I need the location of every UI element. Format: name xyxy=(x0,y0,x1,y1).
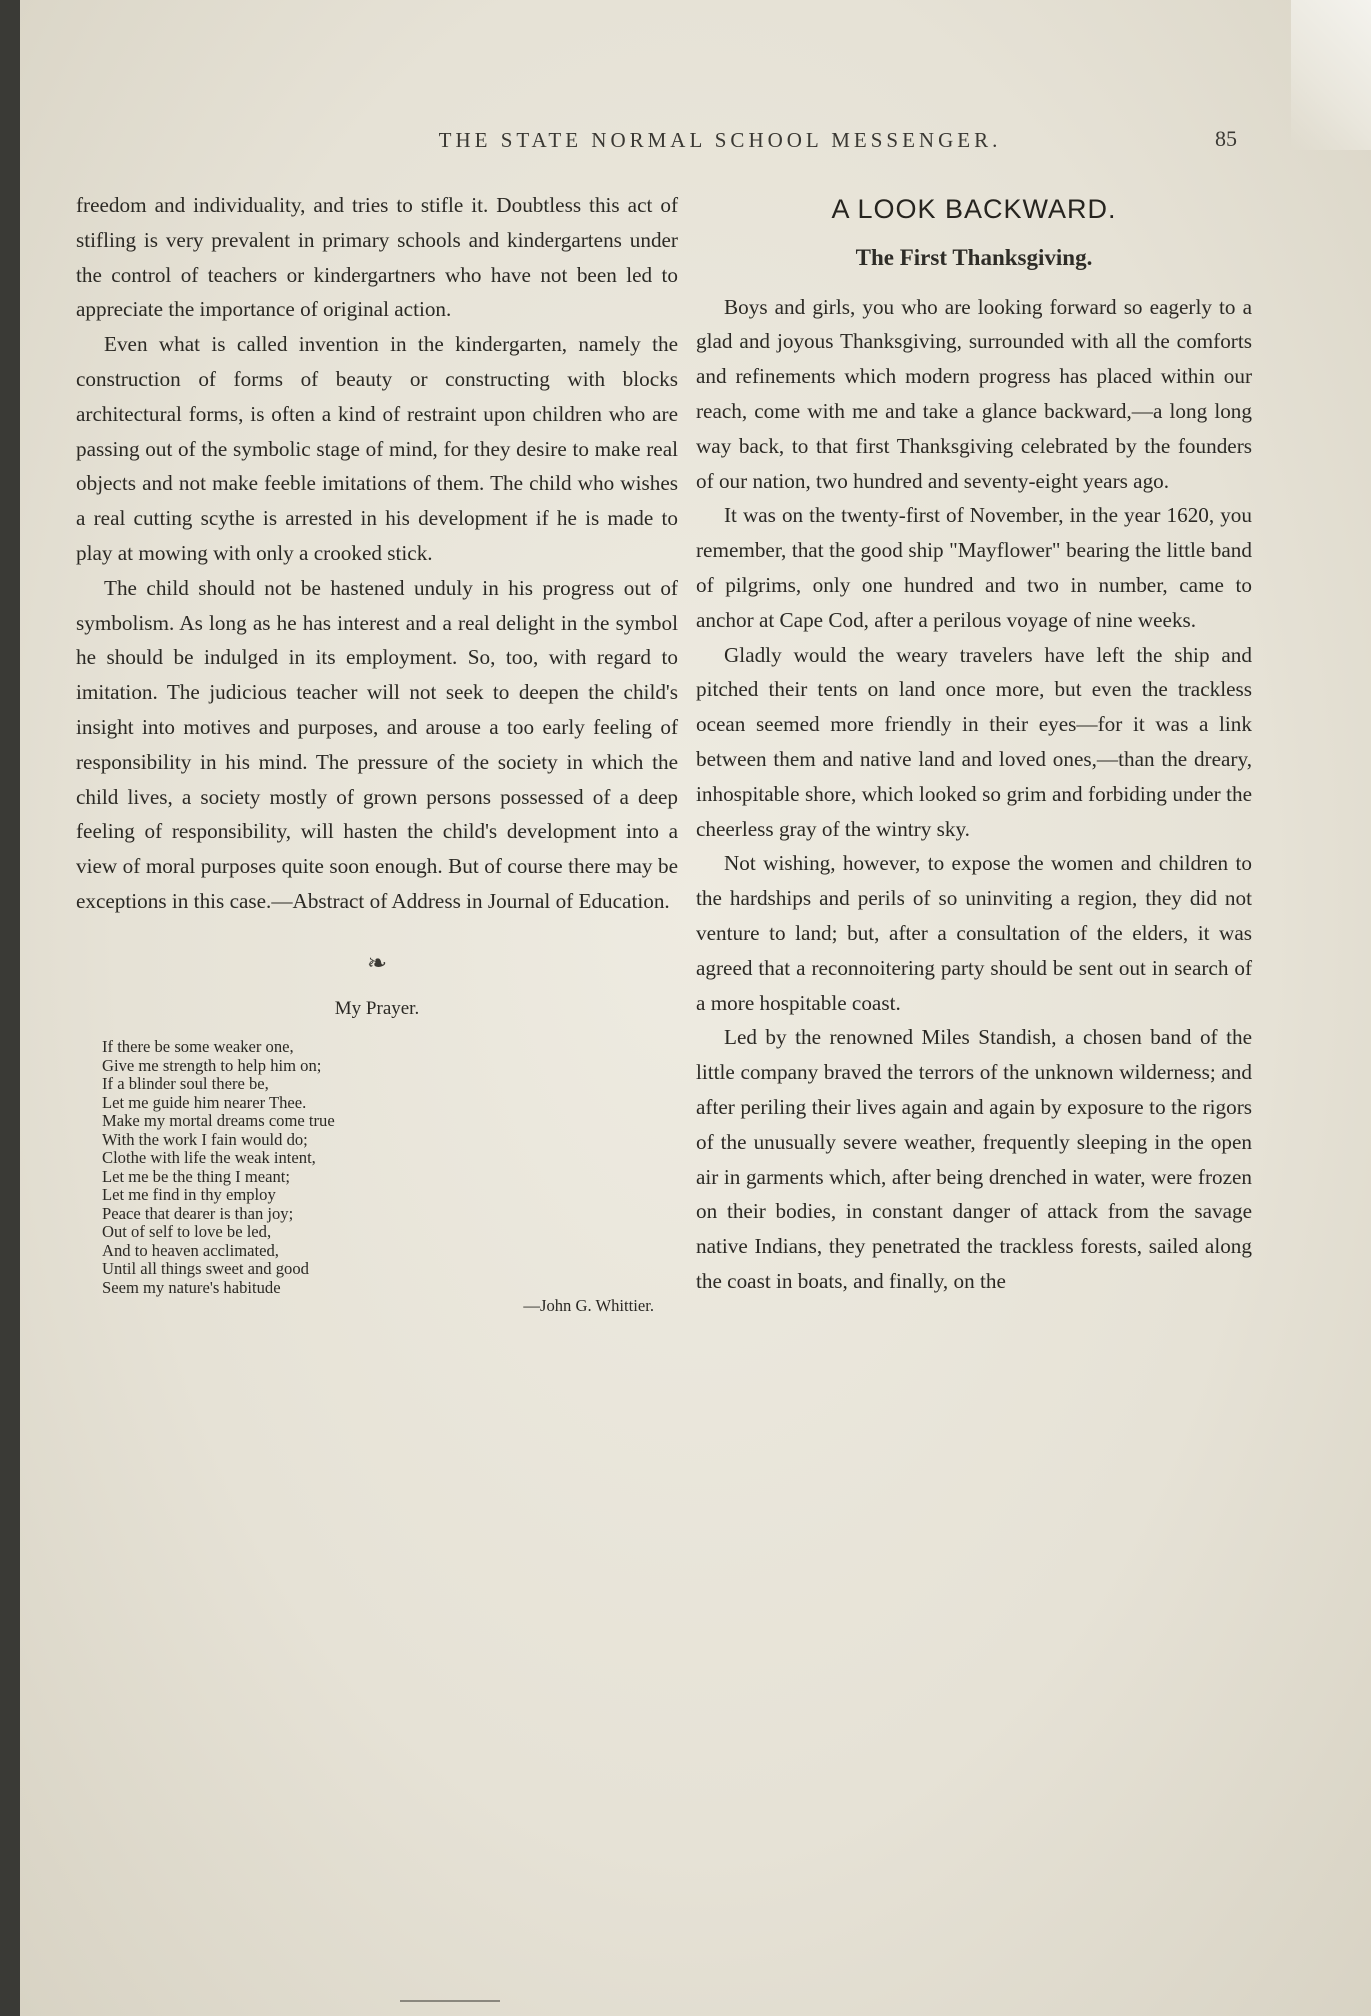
paragraph: Even what is called invention in the kindergarten, namely the construction of forms of beauty or constructing with blocks architectural forms, is often a kind of restraint upon children who are passing out of the symbolic stage of mind, for they desire to make real objects and not make feeble imitations of them. The child who wishes a real cutting scythe is arrested in his development if he is made to play at mowing with only a crooked stick. xyxy=(76,332,678,565)
poem-line: Clothe with life the weak intent, xyxy=(102,1148,316,1168)
poem-line: With the work I fain would do; xyxy=(102,1129,308,1149)
running-head: THE STATE NORMAL SCHOOL MESSENGER. xyxy=(438,128,1002,152)
right-column xyxy=(696,190,1252,1299)
poem-line: Make my mortal dreams come true xyxy=(102,1111,335,1131)
poem-line: Seem my nature's habitude xyxy=(102,1277,281,1297)
paragraph: Led by the renowned Miles Standish, a chosen band of the little company braved the terrors of the unknown wilderness; and after periling their lives again and again by exposure to the rigors of the unusually severe weather, frequently sleeping in the open air in garments which, after being drenched in water, were frozen on their bodies, in constant danger of attack from the savage native Indians, they penetrated the trackless forests, sailed along the coast in boats, and finally, on the xyxy=(696,1025,1252,1293)
poem-attribution: —John G. Whittier. xyxy=(523,1296,654,1316)
paragraph: Not wishing, however, to expose the women and children to the hardships and perils of so uninviting a region, they did not venture to land; but, after a consultation of the elders, it was agreed that a reconnoitering party should be sent out in search of a more hospitable coast. xyxy=(696,851,1252,1015)
page-corner-shadow xyxy=(1291,0,1371,150)
paragraph: It was on the twenty-first of November, in the year 1620, you remember, that the good ship "Mayflower" bearing the little band of pilgrims, only one hundred and two in number, came to anchor at Cape Cod, after a perilous voyage of nine weeks. xyxy=(696,503,1252,632)
paragraph: Boys and girls, you who are looking forward so eagerly to a glad and joyous Thanksgiving, surrounded with all the comforts and refinements which modern progress has placed within our reach, come with me and take a glance backward,—a long long way back, to that first Thanksgiving celebrated by the founders of our nation, two hundred and seventy-eight years ago. xyxy=(696,294,1252,493)
left-column xyxy=(76,188,678,1316)
scanned-page xyxy=(20,0,1371,2016)
paragraph: The child should not be hastened unduly in his progress out of symbolism. As long as he has interest and a real delight in the symbol he should be indulged in its employment. So, too, with regard to imitation. The judicious teacher will not seek to deepen the child's insight into motives and purposes, and arouse a too early feeling of responsibility in his mind. The pressure of the society in which the child lives, a society mostly of grown persons possessed of a deep feeling of responsibility, will hasten the child's development into a view of moral purposes quite soon enough. But of course there may be exceptions in this case.—Abstract of Address in Journal of Education. xyxy=(76,575,678,913)
poem xyxy=(76,1038,678,1297)
poem-line: Peace that dearer is than joy; xyxy=(102,1203,294,1223)
poem-title: My Prayer. xyxy=(334,997,420,1019)
article-title: A LOOK BACKWARD. xyxy=(831,194,1117,224)
poem-line: Let me guide him nearer Thee. xyxy=(102,1092,307,1112)
page-number: 85 xyxy=(1215,126,1237,151)
poem-line: And to heaven acclimated, xyxy=(102,1240,279,1260)
poem-line: Let me be the thing I meant; xyxy=(102,1166,291,1186)
poem-line: Let me find in thy employ xyxy=(102,1185,276,1205)
poem-line: If there be some weaker one, xyxy=(102,1037,294,1057)
ornament-icon: ❧ xyxy=(366,950,388,977)
poem-line: Until all things sweet and good xyxy=(102,1259,309,1279)
poem-line: Give me strength to help him on; xyxy=(102,1055,322,1075)
poem-line: If a blinder soul there be, xyxy=(102,1074,269,1094)
paragraph: Gladly would the weary travelers have left the ship and pitched their tents on land once more, but even the trackless ocean seemed more friendly in their eyes—for it was a link between them and native land and loved ones,—than the dreary, inhospitable shore, which looked so grim and forbiding under the cheerless gray of the wintry sky. xyxy=(696,642,1252,841)
bottom-rule xyxy=(400,2000,500,2002)
poem-line: Out of self to love be led, xyxy=(102,1222,272,1242)
paragraph: freedom and individuality, and tries to stifle it. Doubtless this act of stifling is very prevalent in primary schools and kindergartens under the control of teachers or kindergartners who have not been led to appreciate the importance of original action. xyxy=(76,193,678,322)
article-subtitle: The First Thanksgiving. xyxy=(855,244,1093,270)
